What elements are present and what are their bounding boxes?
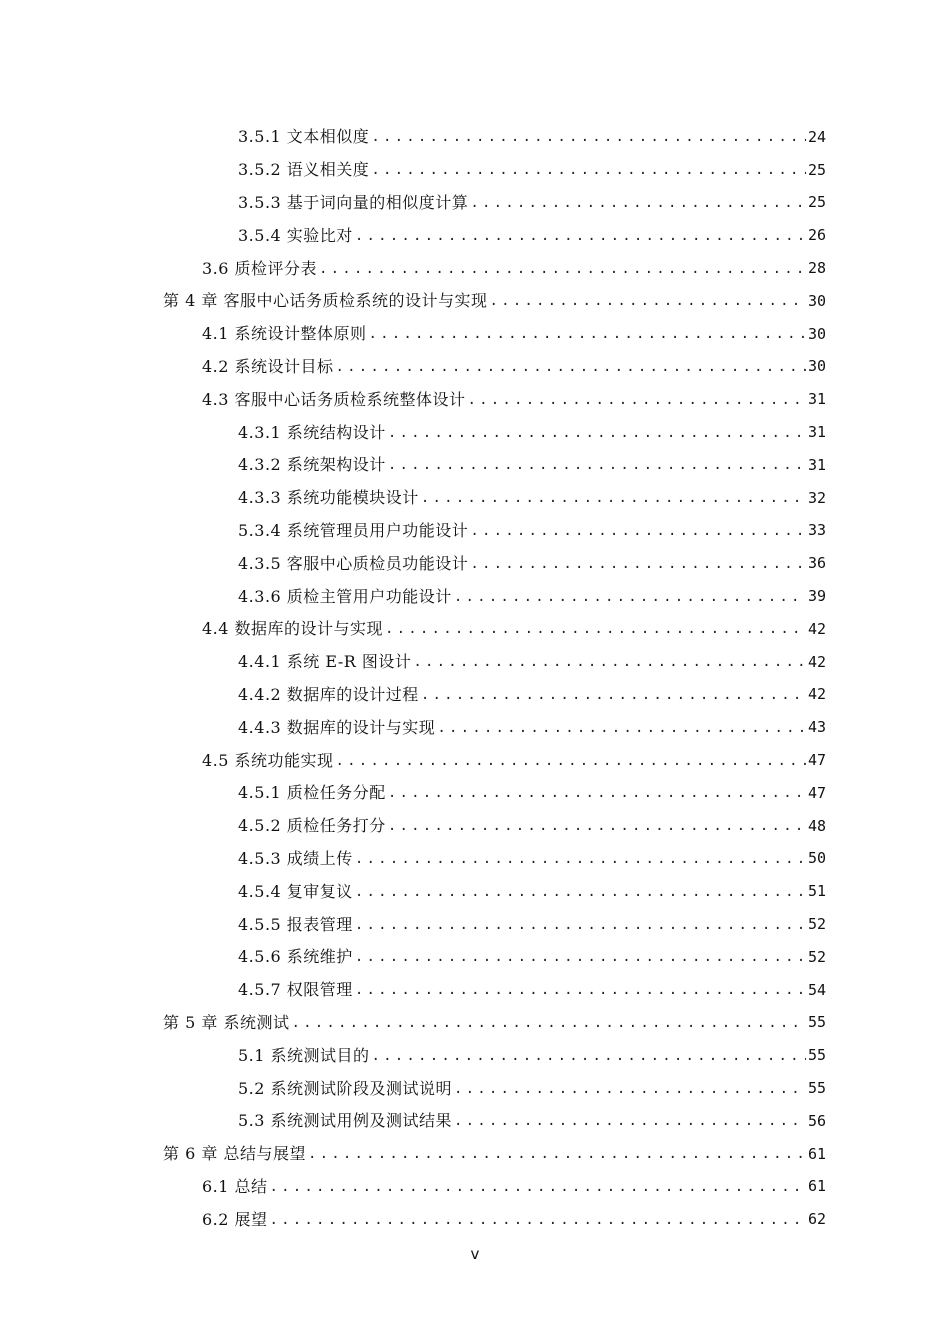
toc-entry-title: 4.5.5 报表管理 xyxy=(238,914,353,934)
toc-entry-title: 4.3.3 系统功能模块设计 xyxy=(238,488,419,508)
toc-entry-title: 第 5 章 系统测试 xyxy=(163,1012,290,1032)
toc-entry-title: 4.4.2 数据库的设计过程 xyxy=(238,684,419,704)
toc-entry-title: 4.1 系统设计整体原则 xyxy=(202,324,367,344)
toc-entry-title: 4.3.5 客服中心质检员功能设计 xyxy=(238,553,469,573)
toc-entry-page-number: 30 xyxy=(807,357,826,376)
toc-entry[interactable] xyxy=(0,941,950,974)
toc-dot-leader xyxy=(470,524,806,538)
toc-entry[interactable] xyxy=(0,285,950,318)
toc-entry-title: 4.3.6 质检主管用户功能设计 xyxy=(238,586,452,606)
toc-entry[interactable] xyxy=(0,1105,950,1138)
toc-entry[interactable] xyxy=(0,810,950,843)
toc-entry-title: 3.5.2 语义相关度 xyxy=(238,160,370,180)
toc-entry[interactable] xyxy=(0,744,950,777)
toc-entry-title: 4.4.3 数据库的设计与实现 xyxy=(238,717,436,737)
toc-entry-page-number: 42 xyxy=(807,652,826,671)
toc-entry-page-number: 55 xyxy=(807,1013,826,1032)
toc-entry-page-number: 48 xyxy=(807,816,826,835)
toc-entry-title: 4.3.2 系统架构设计 xyxy=(238,455,386,475)
toc-dot-leader xyxy=(413,655,806,669)
toc-entry-title: 4.5.1 质检任务分配 xyxy=(238,783,386,803)
toc-entry-page-number: 36 xyxy=(807,554,826,573)
toc-dot-leader xyxy=(372,1049,806,1063)
toc-entry-title: 第 6 章 总结与展望 xyxy=(163,1144,306,1164)
toc-entry[interactable] xyxy=(0,121,950,154)
toc-dot-leader xyxy=(421,491,806,505)
toc-entry[interactable] xyxy=(0,646,950,679)
table-of-contents xyxy=(0,121,950,1236)
toc-entry-page-number: 51 xyxy=(807,882,826,901)
toc-dot-leader xyxy=(371,130,806,144)
toc-entry-page-number: 62 xyxy=(807,1210,826,1229)
toc-entry-title: 4.3 客服中心话务质检系统整体设计 xyxy=(202,389,466,409)
toc-entry-title: 3.6 质检评分表 xyxy=(202,258,318,278)
toc-entry-title: 4.5.4 复审复议 xyxy=(238,881,353,901)
toc-dot-leader xyxy=(470,196,806,210)
toc-dot-leader xyxy=(355,885,806,899)
toc-entry-title: 4.4 数据库的设计与实现 xyxy=(202,619,384,639)
toc-entry[interactable] xyxy=(0,875,950,908)
toc-dot-leader xyxy=(388,819,806,833)
toc-entry[interactable] xyxy=(0,580,950,613)
toc-entry-page-number: 31 xyxy=(807,390,826,409)
toc-entry-title: 4.5.7 权限管理 xyxy=(238,980,353,1000)
toc-entry[interactable] xyxy=(0,843,950,876)
toc-dot-leader xyxy=(336,754,806,768)
toc-entry-page-number: 25 xyxy=(807,193,826,212)
toc-dot-leader xyxy=(385,622,806,636)
toc-dot-leader xyxy=(369,327,806,341)
page-number: v xyxy=(470,1245,480,1263)
toc-dot-leader xyxy=(355,852,806,866)
toc-entry[interactable] xyxy=(0,1203,950,1236)
toc-entry-page-number: 54 xyxy=(807,980,826,999)
toc-dot-leader xyxy=(454,590,806,604)
toc-entry-title: 3.5.1 文本相似度 xyxy=(238,127,370,147)
toc-dot-leader xyxy=(270,1180,806,1194)
toc-dot-leader xyxy=(421,688,806,702)
toc-dot-leader xyxy=(355,950,806,964)
toc-entry-page-number: 43 xyxy=(807,718,826,737)
toc-dot-leader xyxy=(270,1213,806,1227)
toc-entry[interactable] xyxy=(0,711,950,744)
toc-entry-title: 4.3.1 系统结构设计 xyxy=(238,422,386,442)
toc-dot-leader xyxy=(355,229,806,243)
toc-dot-leader xyxy=(454,1082,806,1096)
toc-dot-leader xyxy=(388,786,806,800)
toc-entry-page-number: 30 xyxy=(807,291,826,310)
toc-entry-page-number: 61 xyxy=(807,1144,826,1163)
toc-dot-leader xyxy=(468,393,806,407)
toc-entry-title: 3.5.4 实验比对 xyxy=(238,225,353,245)
toc-dot-leader xyxy=(291,1016,805,1030)
toc-dot-leader xyxy=(470,557,806,571)
toc-entry-page-number: 31 xyxy=(807,455,826,474)
toc-entry-page-number: 52 xyxy=(807,915,826,934)
toc-dot-leader xyxy=(355,983,806,997)
toc-entry-title: 5.1 系统测试目的 xyxy=(238,1045,370,1065)
toc-entry-title: 4.4.1 系统 E-R 图设计 xyxy=(238,652,412,672)
toc-entry-title: 6.2 展望 xyxy=(202,1209,268,1229)
toc-dot-leader xyxy=(308,1147,806,1161)
toc-entry-page-number: 32 xyxy=(807,488,826,507)
toc-entry[interactable] xyxy=(0,154,950,187)
toc-entry-title: 3.5.3 基于词向量的相似度计算 xyxy=(238,192,469,212)
toc-entry-page-number: 28 xyxy=(807,259,826,278)
toc-entry-page-number: 47 xyxy=(807,751,826,770)
toc-entry[interactable] xyxy=(0,908,950,941)
toc-entry[interactable] xyxy=(0,351,950,384)
toc-dot-leader xyxy=(388,426,806,440)
toc-entry-title: 4.5.2 质检任务打分 xyxy=(238,816,386,836)
toc-entry-page-number: 24 xyxy=(807,127,826,146)
toc-entry-title: 第 4 章 客服中心话务质检系统的设计与实现 xyxy=(163,291,488,311)
toc-entry[interactable] xyxy=(0,383,950,416)
toc-entry-page-number: 30 xyxy=(807,324,826,343)
toc-entry[interactable] xyxy=(0,482,950,515)
toc-entry[interactable] xyxy=(0,515,950,548)
toc-dot-leader xyxy=(319,262,806,276)
toc-entry-page-number: 31 xyxy=(807,423,826,442)
toc-entry[interactable] xyxy=(0,777,950,810)
toc-dot-leader xyxy=(454,1114,806,1128)
toc-entry-title: 5.3 系统测试用例及测试结果 xyxy=(238,1111,453,1131)
toc-entry-page-number: 52 xyxy=(807,947,826,966)
toc-entry-page-number: 56 xyxy=(807,1111,826,1130)
toc-entry[interactable] xyxy=(0,547,950,580)
toc-entry[interactable] xyxy=(0,1138,950,1171)
toc-entry[interactable] xyxy=(0,1171,950,1204)
toc-entry[interactable] xyxy=(0,1007,950,1040)
toc-entry-page-number: 61 xyxy=(807,1177,826,1196)
toc-entry-title: 4.5.6 系统维护 xyxy=(238,947,353,967)
toc-dot-leader xyxy=(371,163,806,177)
toc-entry[interactable] xyxy=(0,449,950,482)
toc-entry[interactable] xyxy=(0,318,950,351)
toc-entry-page-number: 42 xyxy=(807,619,826,638)
toc-dot-leader xyxy=(388,458,806,472)
toc-entry-page-number: 47 xyxy=(807,783,826,802)
toc-dot-leader xyxy=(437,721,806,735)
toc-entry-page-number: 26 xyxy=(807,226,826,245)
toc-entry[interactable] xyxy=(0,1072,950,1105)
toc-entry-title: 4.5.3 成绩上传 xyxy=(238,848,353,868)
toc-entry[interactable] xyxy=(0,187,950,220)
toc-entry-page-number: 39 xyxy=(807,587,826,606)
toc-dot-leader xyxy=(336,360,806,374)
toc-dot-leader xyxy=(355,918,806,932)
toc-entry-page-number: 50 xyxy=(807,849,826,868)
toc-entry-page-number: 55 xyxy=(807,1046,826,1065)
toc-entry[interactable] xyxy=(0,252,950,285)
toc-entry-page-number: 25 xyxy=(807,160,826,179)
toc-entry-title: 5.2 系统测试阶段及测试说明 xyxy=(238,1078,453,1098)
toc-entry-title: 4.5 系统功能实现 xyxy=(202,750,334,770)
toc-entry[interactable] xyxy=(0,679,950,712)
toc-entry[interactable] xyxy=(0,219,950,252)
toc-entry-title: 5.3.4 系统管理员用户功能设计 xyxy=(238,520,469,540)
toc-entry[interactable] xyxy=(0,416,950,449)
toc-entry-page-number: 55 xyxy=(807,1079,826,1097)
toc-entry[interactable] xyxy=(0,613,950,646)
toc-entry-title: 4.2 系统设计目标 xyxy=(202,356,334,376)
toc-entry-page-number: 33 xyxy=(807,521,826,540)
toc-entry-page-number: 42 xyxy=(807,685,826,704)
toc-entry-title: 6.1 总结 xyxy=(202,1176,268,1196)
toc-entry[interactable] xyxy=(0,1039,950,1072)
toc-entry[interactable] xyxy=(0,974,950,1007)
toc-dot-leader xyxy=(489,294,805,308)
